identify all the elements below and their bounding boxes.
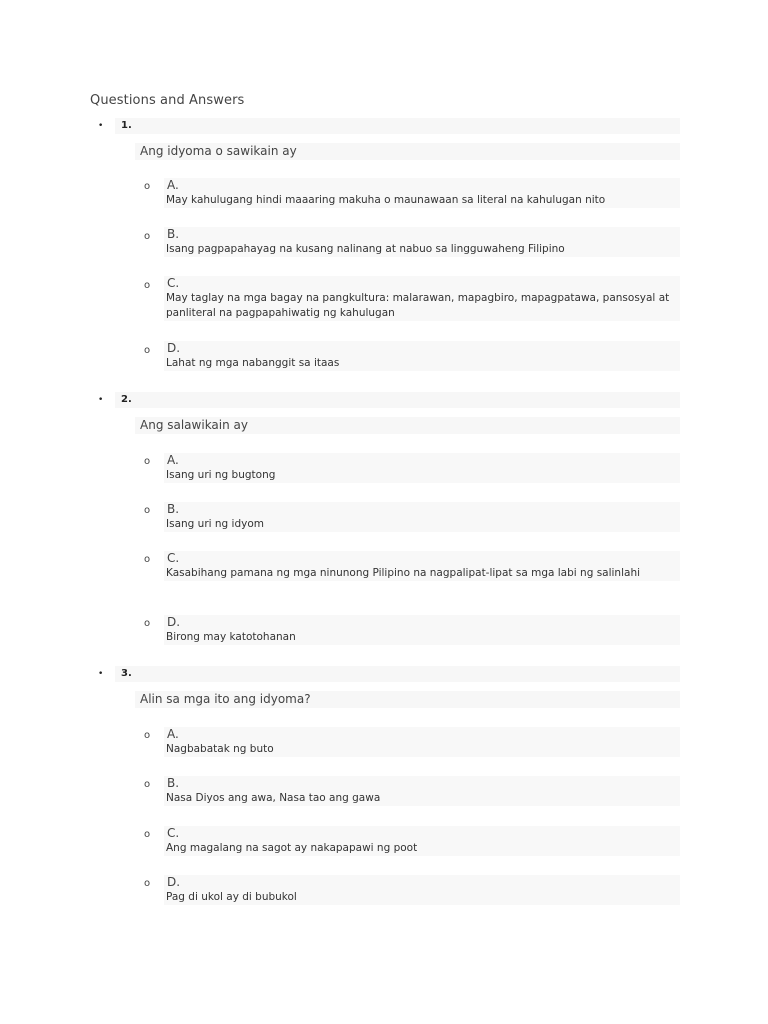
question-number: 2. — [121, 394, 132, 405]
question-prompt: Ang salawikain ay — [135, 417, 680, 434]
question-number: 3. — [121, 668, 132, 679]
option-text: Isang uri ng idyom — [166, 518, 264, 530]
option-text: Isang pagpapahayag na kusang nalinang at nabuo sa lingguwaheng Filipino — [166, 243, 565, 255]
page-heading: Questions and Answers — [90, 93, 245, 108]
answer-option-d[interactable] — [164, 341, 680, 371]
bullet-icon: • — [98, 121, 104, 131]
answer-option-b[interactable] — [164, 776, 680, 806]
option-marker-icon: o — [144, 505, 151, 516]
option-letter: C. — [167, 551, 180, 565]
question-prompt: Ang idyoma o sawikain ay — [135, 143, 680, 160]
option-text: Nasa Diyos ang awa, Nasa tao ang gawa — [166, 792, 381, 804]
answer-option-c[interactable] — [164, 826, 680, 856]
option-marker-icon: o — [144, 456, 151, 467]
option-letter: A. — [167, 178, 179, 192]
option-marker-icon: o — [144, 181, 151, 192]
bullet-icon: • — [98, 669, 104, 679]
question-prompt: Alin sa mga ito ang idyoma? — [135, 691, 680, 708]
option-letter: C. — [167, 826, 180, 840]
option-letter: D. — [167, 875, 181, 889]
answer-option-b[interactable] — [164, 502, 680, 532]
option-letter: A. — [167, 727, 179, 741]
answer-option-d[interactable] — [164, 875, 680, 905]
answer-option-c[interactable] — [164, 276, 680, 321]
option-marker-icon: o — [144, 345, 151, 356]
question-header-bar — [115, 118, 680, 134]
option-marker-icon: o — [144, 231, 151, 242]
question-header-bar — [115, 666, 680, 682]
option-letter: B. — [167, 227, 180, 241]
option-marker-icon: o — [144, 618, 151, 629]
option-text: Nagbabatak ng buto — [166, 743, 274, 755]
option-letter: B. — [167, 776, 180, 790]
option-text: Lahat ng mga nabanggit sa itaas — [166, 357, 340, 369]
option-marker-icon: o — [144, 280, 151, 291]
option-marker-icon: o — [144, 829, 151, 840]
question-number: 1. — [121, 120, 132, 131]
option-marker-icon: o — [144, 878, 151, 889]
answer-option-d[interactable] — [164, 615, 680, 645]
option-text: Birong may katotohanan — [166, 631, 296, 643]
option-letter: C. — [167, 276, 180, 290]
answer-option-c[interactable] — [164, 551, 680, 581]
option-marker-icon: o — [144, 554, 151, 565]
bullet-icon: • — [98, 395, 104, 405]
option-marker-icon: o — [144, 730, 151, 741]
option-text: Kasabihang pamana ng mga ninunong Pilipino na nagpalipat-lipat sa mga labi ng salinlahi — [166, 567, 641, 579]
question-header-bar — [115, 392, 680, 408]
option-letter: A. — [167, 453, 179, 467]
option-marker-icon: o — [144, 779, 151, 790]
option-letter: B. — [167, 502, 180, 516]
option-text: Isang uri ng bugtong — [166, 469, 276, 481]
option-letter: D. — [167, 615, 181, 629]
option-letter: D. — [167, 341, 181, 355]
option-text: Ang magalang na sagot ay nakapapawi ng poot — [166, 842, 418, 854]
option-text: May taglay na mga bagay na pangkultura: malarawan, mapagbiro, mapagpatawa, pansosyal at panliteral na pagpapahiwatig ng kahulugan — [166, 292, 670, 319]
answer-option-a[interactable] — [164, 727, 680, 757]
answer-option-b[interactable] — [164, 227, 680, 257]
answer-option-a[interactable] — [164, 178, 680, 208]
answer-option-a[interactable] — [164, 453, 680, 483]
option-text: May kahulugang hindi maaaring makuha o maunawaan sa literal na kahulugan nito — [166, 194, 606, 206]
option-text: Pag di ukol ay di bubukol — [166, 891, 297, 903]
